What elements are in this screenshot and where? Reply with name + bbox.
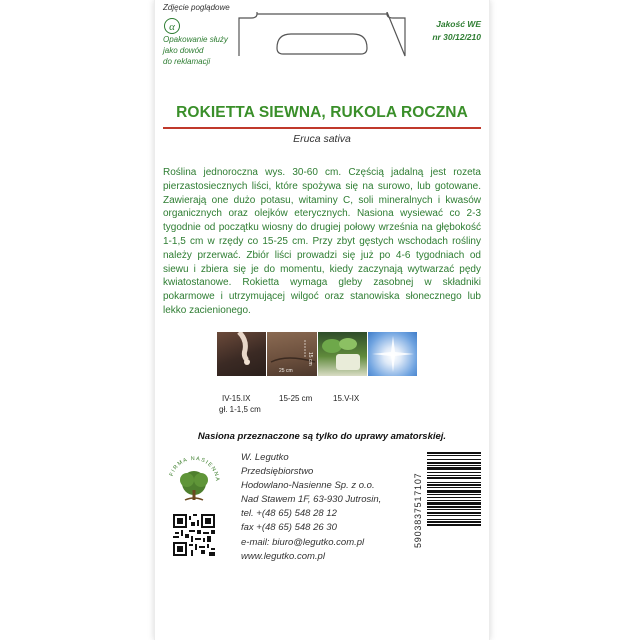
barcode-bar xyxy=(427,502,481,505)
latin-name: Eruca sativa xyxy=(293,133,351,145)
address-line: Nad Stawem 1F, 63-930 Jutrosin, xyxy=(241,494,382,506)
photo-note: Zdjęcie poglądowe xyxy=(163,3,230,12)
barcode-bar xyxy=(427,462,481,464)
barcode-bar xyxy=(427,509,481,510)
packaging-note xyxy=(163,34,228,67)
seed-packet-back xyxy=(155,0,489,640)
barcode-digits: 5903837517107 xyxy=(413,472,423,549)
barcode-bar xyxy=(427,519,481,520)
address-line: www.legutko.com.pl xyxy=(241,550,325,562)
barcode-bar xyxy=(427,467,481,470)
address-line: e-mail: biuro@legutko.com.pl xyxy=(241,536,365,548)
barcode-bar xyxy=(427,459,481,460)
harvest-photo xyxy=(318,332,367,376)
sowing-photo xyxy=(217,332,266,376)
row-spacing-photo xyxy=(267,332,316,376)
address-line: tel. +(48 65) 548 28 12 xyxy=(241,508,337,520)
usage-note: Nasiona przeznaczone są tylko do uprawy amatorskiej. xyxy=(197,431,447,442)
packaging-note-line: Opakowanie służy xyxy=(163,35,228,44)
photo2-label-a: 25 cm xyxy=(279,368,293,374)
photo2-label-b: 15 cm xyxy=(307,352,314,366)
logo-text: FIRMA NASIENNA xyxy=(168,455,221,483)
packaging-note-line: do reklamacji xyxy=(163,57,211,66)
packaging-note-line: jako dowód xyxy=(163,46,204,55)
barcode-bar xyxy=(427,524,481,526)
sowing-date: IV-15.IX xyxy=(222,394,251,403)
address-line: W. Legutko xyxy=(241,452,289,463)
barcode-bar xyxy=(427,506,481,508)
barcode-bar xyxy=(427,512,481,514)
tree-logo-icon xyxy=(165,452,223,510)
barcode-bar xyxy=(427,500,481,501)
company-address xyxy=(241,451,381,564)
row-spacing: 15-25 cm xyxy=(279,394,313,403)
address-line: Hodowlano-Nasienne Sp. z o.o. xyxy=(241,480,375,492)
barcode-bar xyxy=(427,475,481,476)
alpha-certification-icon xyxy=(163,17,181,35)
sowing-depth: gł. 1-1,5 cm xyxy=(219,405,261,414)
barcode-bar xyxy=(427,477,481,479)
product-title: ROKIETTA SIEWNA, RUKOLA ROCZNA xyxy=(176,104,468,121)
barcode-bar xyxy=(427,484,481,486)
barcode-icon xyxy=(427,450,481,570)
hang-hole-icon xyxy=(237,12,407,58)
svg-text:α: α xyxy=(169,21,175,33)
barcode-bar xyxy=(427,472,481,473)
qr-code-icon xyxy=(173,514,215,556)
barcode-bar xyxy=(427,482,481,483)
barcode-bar xyxy=(427,494,481,495)
barcode-bar xyxy=(427,521,481,523)
harvest-period: 15.V-IX xyxy=(333,394,360,403)
address-line: fax +(48 65) 548 26 30 xyxy=(241,522,337,534)
cultivation-photos xyxy=(217,332,417,376)
product-description: Roślina jednoroczna wys. 30-60 cm. Częścią jadalną jest rozeta pierzastosiecznych liści, które spożywa się na surowo, lub gotowane. Zawierają one dużo potasu, witaminy C, soli mineralnych i kwasów organicznych oraz olejków eterycznych. Nasiona wysiewać co 2-3 tygodnie od początku wiosny do drugiej połowy września na głębokość 1-1,5 cm w rzędy co 15-25 cm. Przy zbyt gęstych wschodach rośliny należy przerwać. Zbiór liści prowadzi się już po 4-6 tygodniach od siewu i zbiera się je do momentu, kiedy zaczynają wytwarzać pędy kwiatostanowe. Rokietta wymaga gleby zasobnej w składniki pokarmowe i utrzymującej wilgoć oraz stanowiska słonecznego lub lekko zacienionego. xyxy=(163,167,481,316)
quality-label xyxy=(432,18,481,44)
barcode-bar xyxy=(427,452,481,454)
barcode-bar xyxy=(427,455,481,456)
barcode-bar xyxy=(427,515,481,516)
barcode-bar xyxy=(427,465,481,466)
barcode-bar xyxy=(427,487,481,488)
address-line: Przedsiębiorstwo xyxy=(241,466,314,478)
barcode-bar xyxy=(427,497,481,498)
barcode-bar xyxy=(427,490,481,493)
quality-line: Jakość WE xyxy=(436,19,481,29)
quality-line: nr 30/12/210 xyxy=(432,32,481,42)
title-divider xyxy=(163,127,481,129)
sun-photo xyxy=(368,332,417,376)
